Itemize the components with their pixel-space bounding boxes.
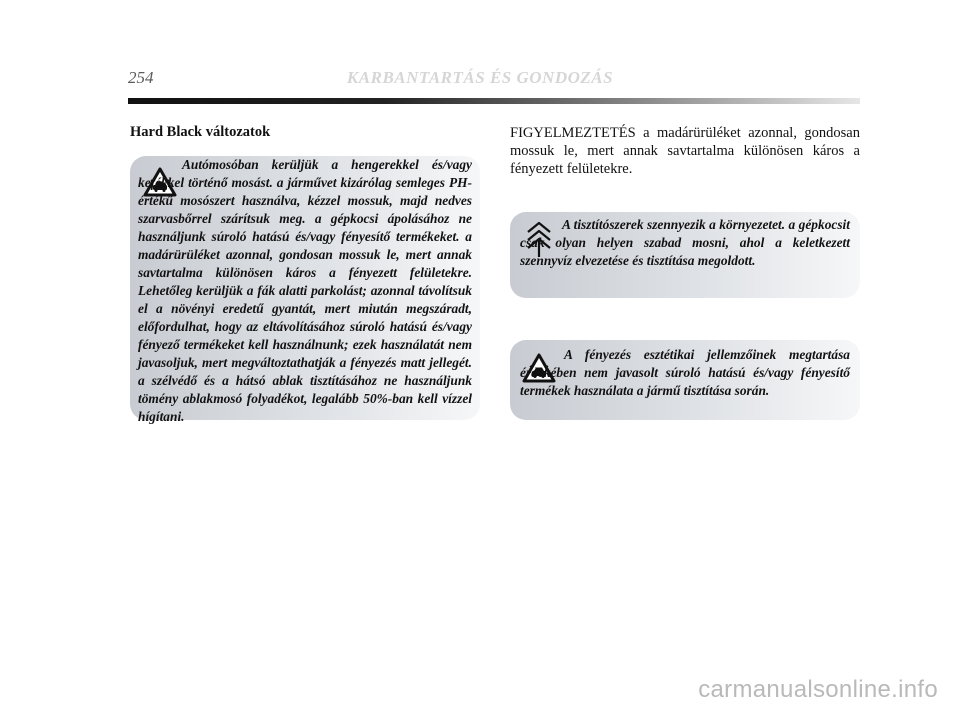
watermark[interactable]: carmanualsonline.info: [698, 676, 938, 703]
warning-text-left: Autómosóban kerüljük a hengerekkel és/vagy kefékkel történő mosást. a járművet kizárólag semleges PH-értékű mosószert használva, kézzel mossuk, majd nedves szarvasbőrrel szárítsuk meg. a gépkocsi ápolásához ne használjunk súroló hatású és/vagy fényesítő termékeket. a madárürüléket azonnal, gondosan mossuk le, mert annak savtartalma különösen káros a fényezett felületekre. Lehetőleg kerüljük a fák alatti parkolást; azonnal távolítsuk el a növényi eredetű gyantát, mert miután megszáradt, előfordulhat, hogy az eltávolításához súroló hatású és/vagy fényező termékeket kell használnunk; ezek használatát nem javasoljuk, mert megváltoztathatják a fényezés matt jellegét. a szélvédő és a hátsó ablak tisztításához ne használjunk tömény ablakmosó folyadékot, legalább 50%-ban kell vízzel hígítani.: [138, 157, 472, 424]
warning-text-right: A fényezés esztétikai jellemzőinek megtartása érdekében nem javasolt súroló hatású és/vagy fényesítő termékek használata a jármű tisztítása során.: [520, 347, 850, 398]
section-title: Hard Black változatok: [130, 124, 271, 140]
body-text: FIGYELMEZTETÉS a madárürüléket azonnal, gondosan mossuk le, mert annak savtartalma különösen káros a fényezett felületekre.: [510, 125, 860, 177]
environment-text: A tisztítószerek szennyezik a környezetet. a gépkocsit csak olyan helyen szabad mosni, ahol a keletkezett szennyvíz elvezetése és tisztítása megoldott.: [520, 217, 850, 268]
header-rule: [128, 98, 860, 104]
running-header: KARBANTARTÁS ÉS GONDOZÁS: [346, 68, 614, 87]
page-number: 254: [128, 68, 154, 87]
